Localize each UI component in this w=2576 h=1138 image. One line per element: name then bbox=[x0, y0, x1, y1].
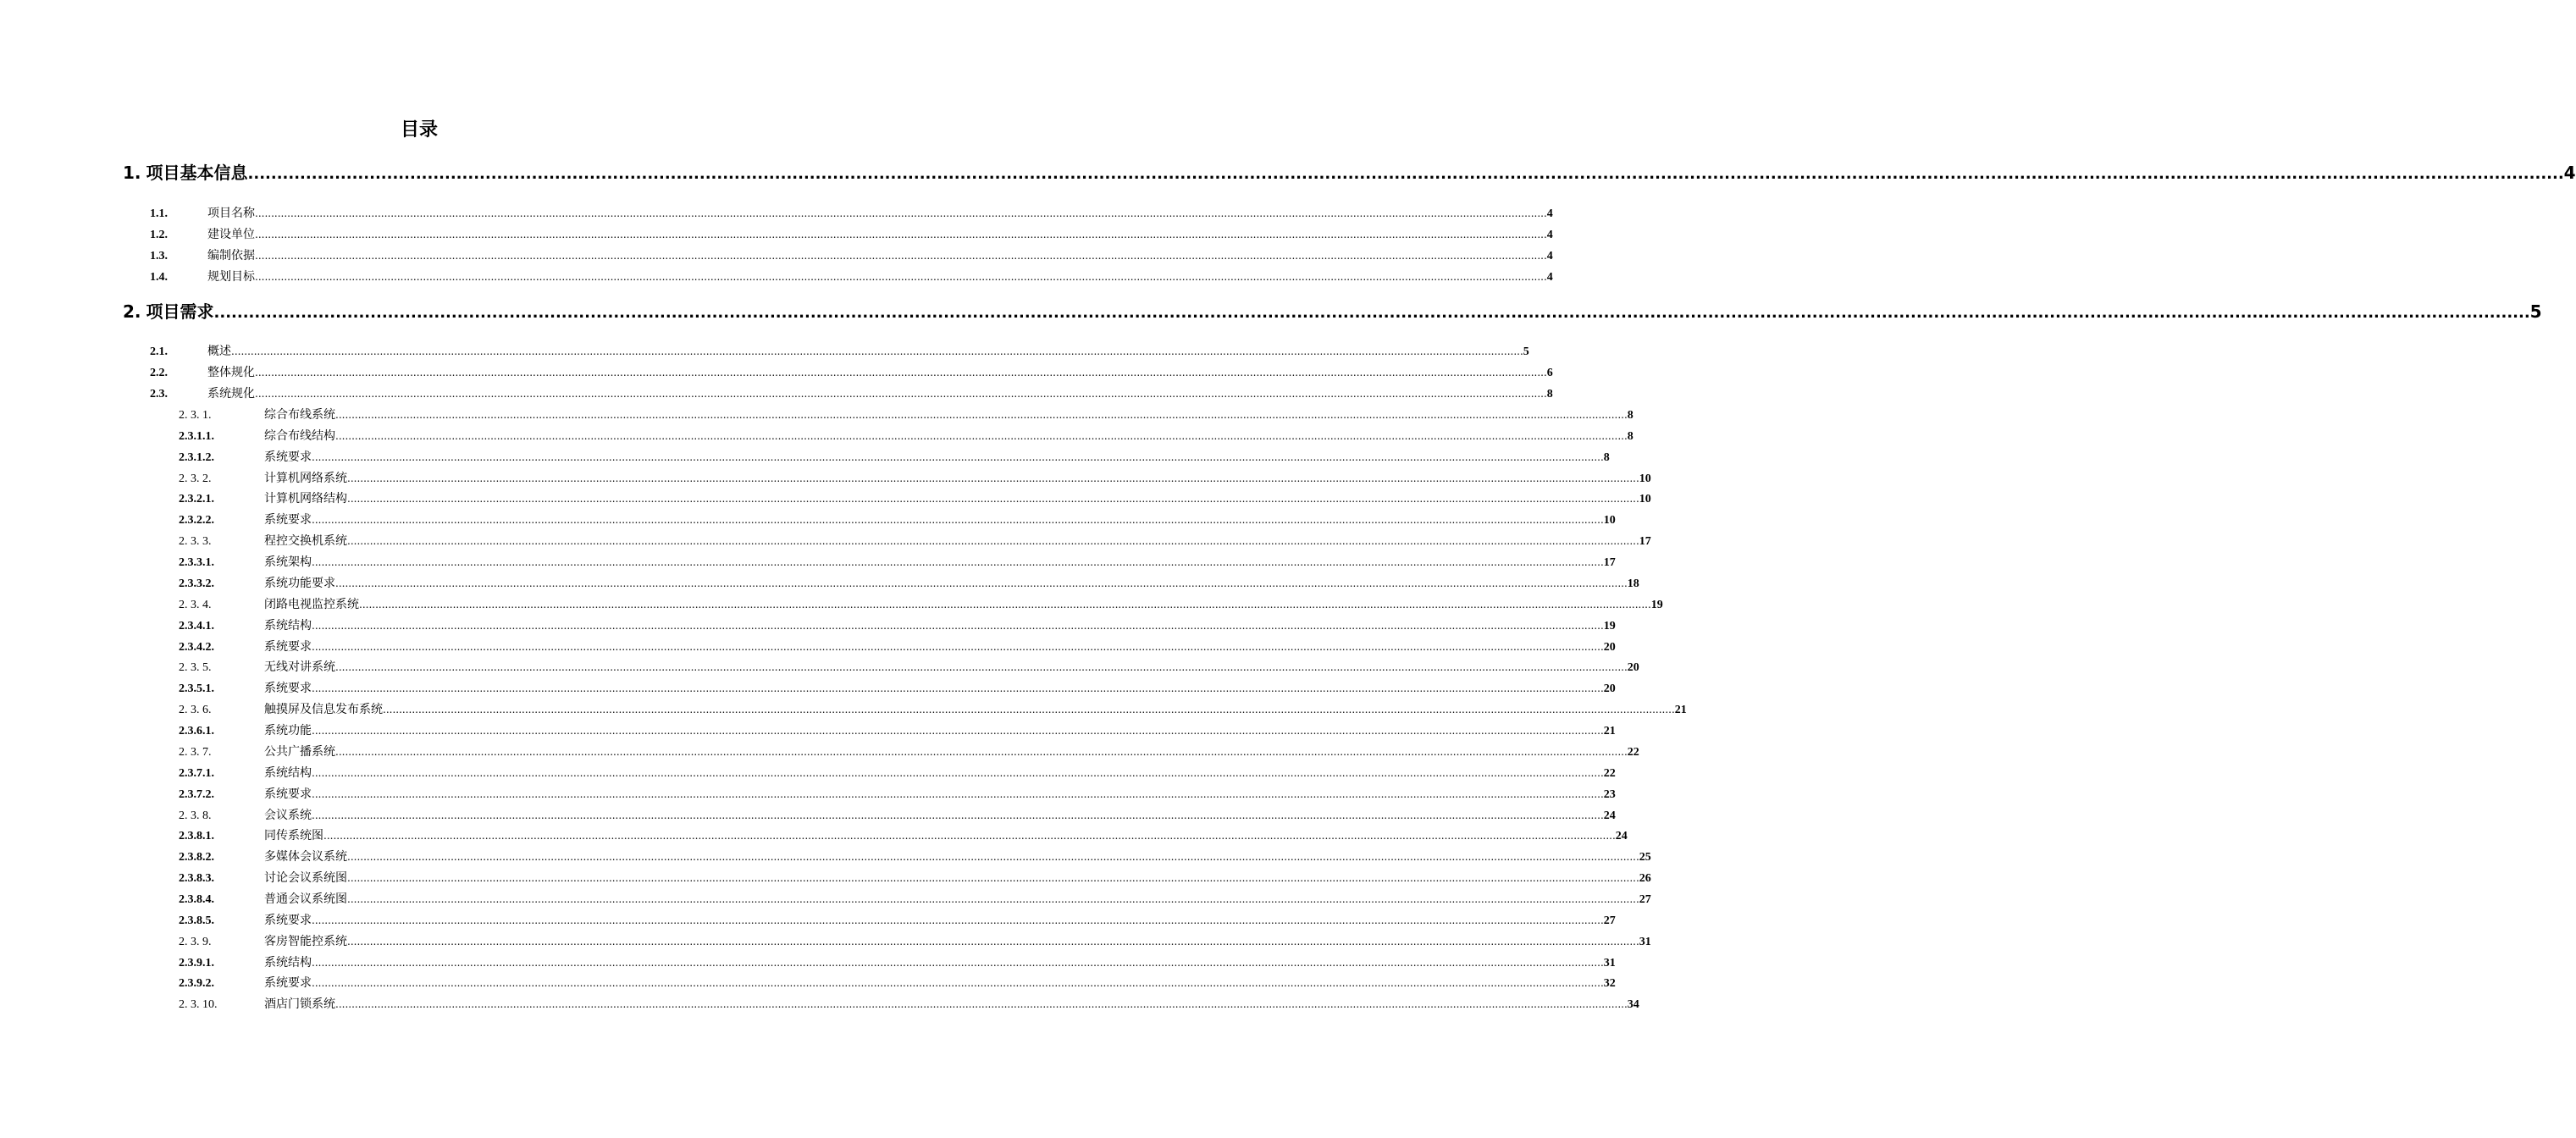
toc-entry-page: 31 bbox=[1639, 935, 1651, 948]
toc-entry-label: 系统要求 bbox=[264, 513, 312, 528]
toc-entry-number: 2.3.7.1. bbox=[179, 766, 214, 780]
toc-entry-page: 19 bbox=[1603, 619, 1616, 633]
toc-entry-page: 19 bbox=[1650, 598, 1663, 611]
toc-entry-label: 公共广播系统 bbox=[264, 744, 335, 759]
toc-entry-label: 系统功能 bbox=[264, 724, 312, 738]
toc-entry-number: 2.2. bbox=[150, 367, 168, 379]
toc-entry-level-4[interactable] bbox=[179, 448, 1610, 465]
toc-entry-label: 计算机网络系统 bbox=[264, 471, 347, 485]
toc-entry-level-4[interactable] bbox=[179, 953, 1616, 970]
toc-entry-number: 2.3.8.2. bbox=[179, 851, 214, 865]
toc-entry-level-2[interactable] bbox=[150, 204, 1553, 221]
toc-entry-number: 2.1. bbox=[150, 345, 168, 358]
toc-entry-level-4[interactable] bbox=[179, 785, 1616, 802]
toc-entry-label: 概述 bbox=[207, 345, 231, 358]
toc-entry-level-4[interactable] bbox=[179, 764, 1616, 781]
toc-entry-number: 1.4. bbox=[150, 271, 168, 284]
toc-entry-label: 触摸屏及信息发布系统 bbox=[264, 703, 383, 717]
toc-entry-level-2[interactable] bbox=[150, 268, 1553, 284]
toc-entry-label: 系统结构 bbox=[264, 765, 312, 780]
toc-entry-level-4[interactable] bbox=[179, 679, 1616, 696]
toc-leader-dots: ................................................................................................................................................................................................................................................................................................................................................................................................................ bbox=[312, 766, 1604, 779]
toc-entry-page: 8 bbox=[1603, 450, 1610, 464]
toc-entry-page: 25 bbox=[1639, 851, 1651, 865]
toc-entry-page: 5 bbox=[1523, 345, 1529, 358]
toc-entry-level-2[interactable] bbox=[150, 225, 1553, 242]
toc-entry-label: 酒店门锁系统 bbox=[264, 997, 335, 1012]
toc-entry-label: 程控交换机系统 bbox=[264, 534, 347, 549]
toc-entry-label: 项目基本信息 bbox=[146, 163, 248, 183]
toc-leader-dots: ................................................................................................................................................................................................................................................................................................................................................................................................................ bbox=[347, 535, 1639, 548]
toc-entry-level-3[interactable] bbox=[179, 932, 1651, 949]
toc-entry-label: 系统要求 bbox=[264, 976, 312, 991]
toc-entry-page: 31 bbox=[1603, 956, 1616, 970]
toc-leader-dots: ................................................................................................................................................................................................................................................................................................................................................................................................................ bbox=[347, 872, 1639, 885]
toc-entry-page: 27 bbox=[1639, 893, 1651, 906]
toc-entry-page: 8 bbox=[1546, 388, 1553, 401]
toc-leader-dots: ................................................................................................................................................................................................................................................................................................................................................................................................................ bbox=[347, 935, 1639, 947]
toc-leader-dots: ................................................................................................................................................................................................................................................................................................................................................................................................................ bbox=[255, 229, 1547, 240]
toc-entry-label: 系统要求 bbox=[264, 450, 312, 464]
toc-entry-label: 系统要求 bbox=[264, 913, 312, 927]
toc-entry-page: 4 bbox=[2563, 163, 2576, 183]
toc-leader-dots: ................................................................................................................................................................................................................................................................................................................................................................................................................ bbox=[312, 977, 1604, 990]
toc-leader-dots: ................................................................................................................................................................................................................................................................................................................................................................................................................ bbox=[255, 271, 1547, 283]
toc-entry-page: 8 bbox=[1627, 429, 1633, 443]
toc-entry-label: 无线对讲系统 bbox=[264, 660, 335, 675]
toc-leader-dots: ................................................................................................................................................................................................................................................................................................................................................................................................................ bbox=[312, 809, 1604, 821]
toc-entry-number: 2.3.1.1. bbox=[179, 429, 214, 443]
toc-entry-page: 6 bbox=[1546, 367, 1553, 379]
toc-entry-level-3[interactable] bbox=[179, 743, 1639, 760]
toc-entry-number: 1.2. bbox=[150, 229, 168, 241]
toc-entry-number: 2. 3. 6. bbox=[179, 704, 212, 717]
toc-entry-label: 系统规化 bbox=[207, 387, 255, 401]
toc-leader-dots: ................................................................................................................................................................................................................................................................................................................................................................................................................ bbox=[312, 556, 1604, 569]
toc-entry-page: 4 bbox=[1546, 207, 1553, 220]
toc-entry-number: 2.3.6.1. bbox=[179, 725, 214, 738]
toc-leader-dots: ................................................................................................................................................................................................................................................................................................................................................................................................................ bbox=[312, 514, 1604, 527]
toc-entry-page: 5 bbox=[2529, 301, 2542, 322]
toc-leader-dots: ................................................................................................................................................................................................................................................................................................................................................................................................................ bbox=[335, 998, 1628, 1011]
toc-entry-page: 17 bbox=[1639, 535, 1651, 549]
toc-entry-page: 18 bbox=[1627, 577, 1639, 590]
toc-entry-label: 规划目标 bbox=[207, 270, 255, 284]
toc-entry-label: 闭路电视监控系统 bbox=[264, 597, 359, 611]
toc-entry-page: 10 bbox=[1639, 493, 1651, 506]
toc-entry-label: 会议系统 bbox=[264, 808, 312, 822]
toc-entry-page: 4 bbox=[1546, 229, 1553, 241]
toc-entry-label: 客房智能控系统 bbox=[264, 934, 347, 948]
toc-entry-page: 22 bbox=[1603, 766, 1616, 780]
toc-leader-dots: ................................................................................................................................................................................................................................................................................................................................................................................................................ bbox=[255, 250, 1547, 262]
toc-entry-level-2[interactable] bbox=[150, 342, 1529, 359]
toc-entry-page: 34 bbox=[1627, 998, 1639, 1012]
toc-leader-dots: ................................................................................................................................................................................................................................................................................................................................................................................................................ bbox=[231, 345, 1523, 357]
toc-entry-label: 综合布线结构 bbox=[264, 428, 335, 443]
toc-entry-number: 1. bbox=[123, 163, 141, 183]
toc-entry-level-1[interactable] bbox=[123, 298, 2542, 323]
toc-entry-label: 整体规化 bbox=[207, 366, 255, 379]
toc-entry-page: 26 bbox=[1639, 872, 1651, 886]
toc-leader-dots: ................................................................................................................................................................................................................................................................................................................................................................................................................ bbox=[347, 493, 1639, 505]
toc-leader-dots: ................................................................................................................................................................................................................................................................................................................................................................................................................ bbox=[255, 388, 1547, 400]
toc-entry-number: 2. 3. 1. bbox=[179, 409, 212, 422]
toc-entry-level-4[interactable] bbox=[179, 616, 1616, 633]
toc-entry-label: 系统功能要求 bbox=[264, 576, 335, 590]
toc-entry-page: 17 bbox=[1603, 556, 1616, 570]
toc-entry-page: 32 bbox=[1603, 977, 1616, 991]
toc-leader-dots: ................................................................................................................................................................................................................................................................................................................................................................................................................ bbox=[335, 409, 1628, 421]
toc-entry-level-2[interactable] bbox=[150, 246, 1553, 263]
toc-entry-page: 27 bbox=[1603, 914, 1616, 927]
toc-entry-label: 系统要求 bbox=[264, 787, 312, 801]
toc-entry-number: 2. 3. 9. bbox=[179, 935, 212, 948]
toc-entry-level-3[interactable] bbox=[179, 658, 1639, 675]
toc-entry-number: 2.3. bbox=[150, 388, 168, 401]
toc-entry-page: 21 bbox=[1674, 704, 1687, 717]
toc-entry-level-3[interactable] bbox=[179, 595, 1663, 612]
toc-entry-level-2[interactable] bbox=[150, 363, 1553, 380]
toc-entry-level-4[interactable] bbox=[179, 869, 1651, 886]
toc-leader-dots: ................................................................................................................................................................................................................................................................................................................................................................................................................ bbox=[312, 914, 1604, 926]
toc-entry-page: 4 bbox=[1546, 250, 1553, 262]
toc-entry-number: 2. 3. 8. bbox=[179, 809, 212, 822]
toc-leader-dots: ................................................................................................................................................................................................................................................................................................................................................................................................................ bbox=[312, 619, 1604, 632]
toc-entry-label: 计算机网络结构 bbox=[264, 492, 347, 506]
toc-entry-level-4[interactable] bbox=[179, 489, 1651, 506]
toc-entry-number: 2.3.7.2. bbox=[179, 787, 214, 801]
toc-entry-level-4[interactable] bbox=[179, 848, 1651, 865]
toc-entry-label: 项目需求 bbox=[146, 301, 214, 322]
toc-leader-dots: ................................................................................................................................................................................................................................................................................................................................................................................................................ bbox=[312, 725, 1604, 737]
toc-entry-label: 建设单位 bbox=[207, 228, 255, 241]
toc-entry-number: 1.3. bbox=[150, 250, 168, 262]
toc-entry-number: 2.3.1.2. bbox=[179, 450, 214, 464]
toc-entry-page: 8 bbox=[1627, 409, 1633, 422]
toc-entry-level-4[interactable] bbox=[179, 721, 1616, 738]
toc-entry-level-3[interactable] bbox=[179, 995, 1639, 1012]
toc-entry-label: 系统架构 bbox=[264, 555, 312, 570]
toc-entry-page: 4 bbox=[1546, 271, 1553, 284]
toc-leader-dots: ................................................................................................................................................................................................................................................................................................................................................................................................................ bbox=[255, 367, 1547, 378]
toc-leader-dots: ................................................................................................................................................................................................................................................................................................................................................................................................................ bbox=[255, 207, 1547, 219]
toc-entry-level-4[interactable] bbox=[179, 974, 1616, 991]
toc-leader-dots: ................................................................................................................................................................................................................................................................................................................................................................................................................ bbox=[213, 304, 2530, 322]
toc-entry-page: 24 bbox=[1615, 830, 1628, 843]
toc-entry-level-3[interactable] bbox=[179, 806, 1616, 823]
toc-entry-number: 2.3.9.1. bbox=[179, 956, 214, 970]
toc-entry-page: 20 bbox=[1627, 661, 1639, 675]
toc-entry-level-4[interactable] bbox=[179, 553, 1616, 570]
toc-leader-dots: ................................................................................................................................................................................................................................................................................................................................................................................................................ bbox=[312, 956, 1604, 969]
toc-entry-page: 23 bbox=[1603, 787, 1616, 801]
toc-entry-number: 2. bbox=[123, 301, 141, 322]
toc-entry-number: 2.3.8.1. bbox=[179, 830, 214, 843]
toc-entry-number: 2. 3. 2. bbox=[179, 472, 212, 485]
toc-entry-number: 2.3.5.1. bbox=[179, 682, 214, 696]
toc-leader-dots: ................................................................................................................................................................................................................................................................................................................................................................................................................ bbox=[312, 450, 1604, 463]
toc-entry-number: 2.3.3.2. bbox=[179, 577, 214, 590]
toc-leader-dots: ................................................................................................................................................................................................................................................................................................................................................................................................................ bbox=[335, 661, 1628, 674]
toc-leader-dots: ................................................................................................................................................................................................................................................................................................................................................................................................................ bbox=[312, 787, 1604, 800]
toc-entry-number: 2. 3. 7. bbox=[179, 745, 212, 759]
toc-entry-label: 多媒体会议系统 bbox=[264, 850, 347, 865]
toc-entry-number: 2. 3. 3. bbox=[179, 535, 212, 549]
toc-entry-label: 系统要求 bbox=[264, 682, 312, 696]
toc-entry-number: 2.3.3.1. bbox=[179, 556, 214, 570]
toc-leader-dots: ................................................................................................................................................................................................................................................................................................................................................................................................................ bbox=[347, 893, 1639, 905]
toc-entry-label: 系统结构 bbox=[264, 955, 312, 970]
toc-leader-dots: ................................................................................................................................................................................................................................................................................................................................................................................................................ bbox=[383, 704, 1675, 716]
toc-entry-number: 2.3.8.5. bbox=[179, 914, 214, 927]
toc-entry-number: 2.3.9.2. bbox=[179, 977, 214, 991]
toc-entry-page: 20 bbox=[1603, 682, 1616, 696]
toc-entry-level-4[interactable] bbox=[179, 638, 1616, 655]
toc-entry-level-2[interactable] bbox=[150, 384, 1553, 401]
toc-entry-page: 22 bbox=[1627, 745, 1639, 759]
toc-leader-dots: ................................................................................................................................................................................................................................................................................................................................................................................................................ bbox=[335, 745, 1628, 758]
toc-leader-dots: ................................................................................................................................................................................................................................................................................................................................................................................................................ bbox=[347, 472, 1639, 484]
toc-entry-number: 2.3.4.1. bbox=[179, 619, 214, 633]
toc-entry-label: 同传系统图 bbox=[264, 829, 323, 843]
toc-entry-level-1[interactable] bbox=[123, 159, 2576, 184]
toc-leader-dots: ................................................................................................................................................................................................................................................................................................................................................................................................................ bbox=[347, 851, 1639, 864]
toc-entry-label: 综合布线系统 bbox=[264, 408, 335, 422]
toc-entry-label: 系统要求 bbox=[264, 639, 312, 654]
toc-entry-page: 21 bbox=[1603, 725, 1616, 738]
toc-entry-level-4[interactable] bbox=[179, 574, 1639, 591]
toc-entry-number: 2.3.2.2. bbox=[179, 514, 214, 528]
page-title: 目录 bbox=[400, 119, 438, 141]
toc-entry-number: 1.1. bbox=[150, 207, 168, 220]
toc-entry-level-4[interactable] bbox=[179, 890, 1651, 907]
toc-leader-dots: ................................................................................................................................................................................................................................................................................................................................................................................................................ bbox=[312, 640, 1604, 653]
toc-entry-page: 24 bbox=[1603, 809, 1616, 822]
toc-entry-number: 2.3.8.4. bbox=[179, 893, 214, 906]
toc-entry-level-3[interactable] bbox=[179, 700, 1687, 717]
toc-entry-number: 2. 3. 5. bbox=[179, 661, 212, 675]
toc-leader-dots: ................................................................................................................................................................................................................................................................................................................................................................................................................ bbox=[312, 682, 1604, 695]
toc-entry-number: 2.3.4.2. bbox=[179, 640, 214, 654]
toc-entry-label: 系统结构 bbox=[264, 618, 312, 633]
toc-entry-level-3[interactable] bbox=[179, 469, 1651, 486]
toc-entry-label: 编制依据 bbox=[207, 249, 255, 262]
toc-leader-dots: ................................................................................................................................................................................................................................................................................................................................................................................................................ bbox=[335, 577, 1628, 589]
toc-leader-dots: ................................................................................................................................................................................................................................................................................................................................................................................................................ bbox=[323, 830, 1616, 842]
toc-entry-page: 10 bbox=[1603, 514, 1616, 528]
toc-leader-dots: ................................................................................................................................................................................................................................................................................................................................................................................................................ bbox=[335, 429, 1628, 442]
toc-entry-number: 2. 3. 10. bbox=[179, 998, 218, 1012]
toc-entry-page: 10 bbox=[1639, 472, 1651, 485]
toc-entry-number: 2. 3. 4. bbox=[179, 598, 212, 611]
toc-entry-level-4[interactable] bbox=[179, 826, 1628, 843]
toc-entry-level-3[interactable] bbox=[179, 406, 1633, 423]
toc-leader-dots: ................................................................................................................................................................................................................................................................................................................................................................................................................ bbox=[359, 598, 1651, 610]
toc-entry-page: 20 bbox=[1603, 640, 1616, 654]
toc-entry-level-4[interactable] bbox=[179, 511, 1616, 528]
toc-entry-label: 普通会议系统图 bbox=[264, 892, 347, 906]
toc-entry-level-4[interactable] bbox=[179, 911, 1616, 928]
toc-entry-level-3[interactable] bbox=[179, 532, 1651, 549]
toc-entry-number: 2.3.8.3. bbox=[179, 872, 214, 886]
toc-entry-level-4[interactable] bbox=[179, 427, 1633, 444]
toc-leader-dots: ................................................................................................................................................................................................................................................................................................................................................................................................................ bbox=[247, 165, 2564, 183]
toc-entry-label: 项目名称 bbox=[207, 207, 255, 220]
toc-entry-label: 讨论会议系统图 bbox=[264, 871, 347, 886]
toc-entry-number: 2.3.2.1. bbox=[179, 493, 214, 506]
